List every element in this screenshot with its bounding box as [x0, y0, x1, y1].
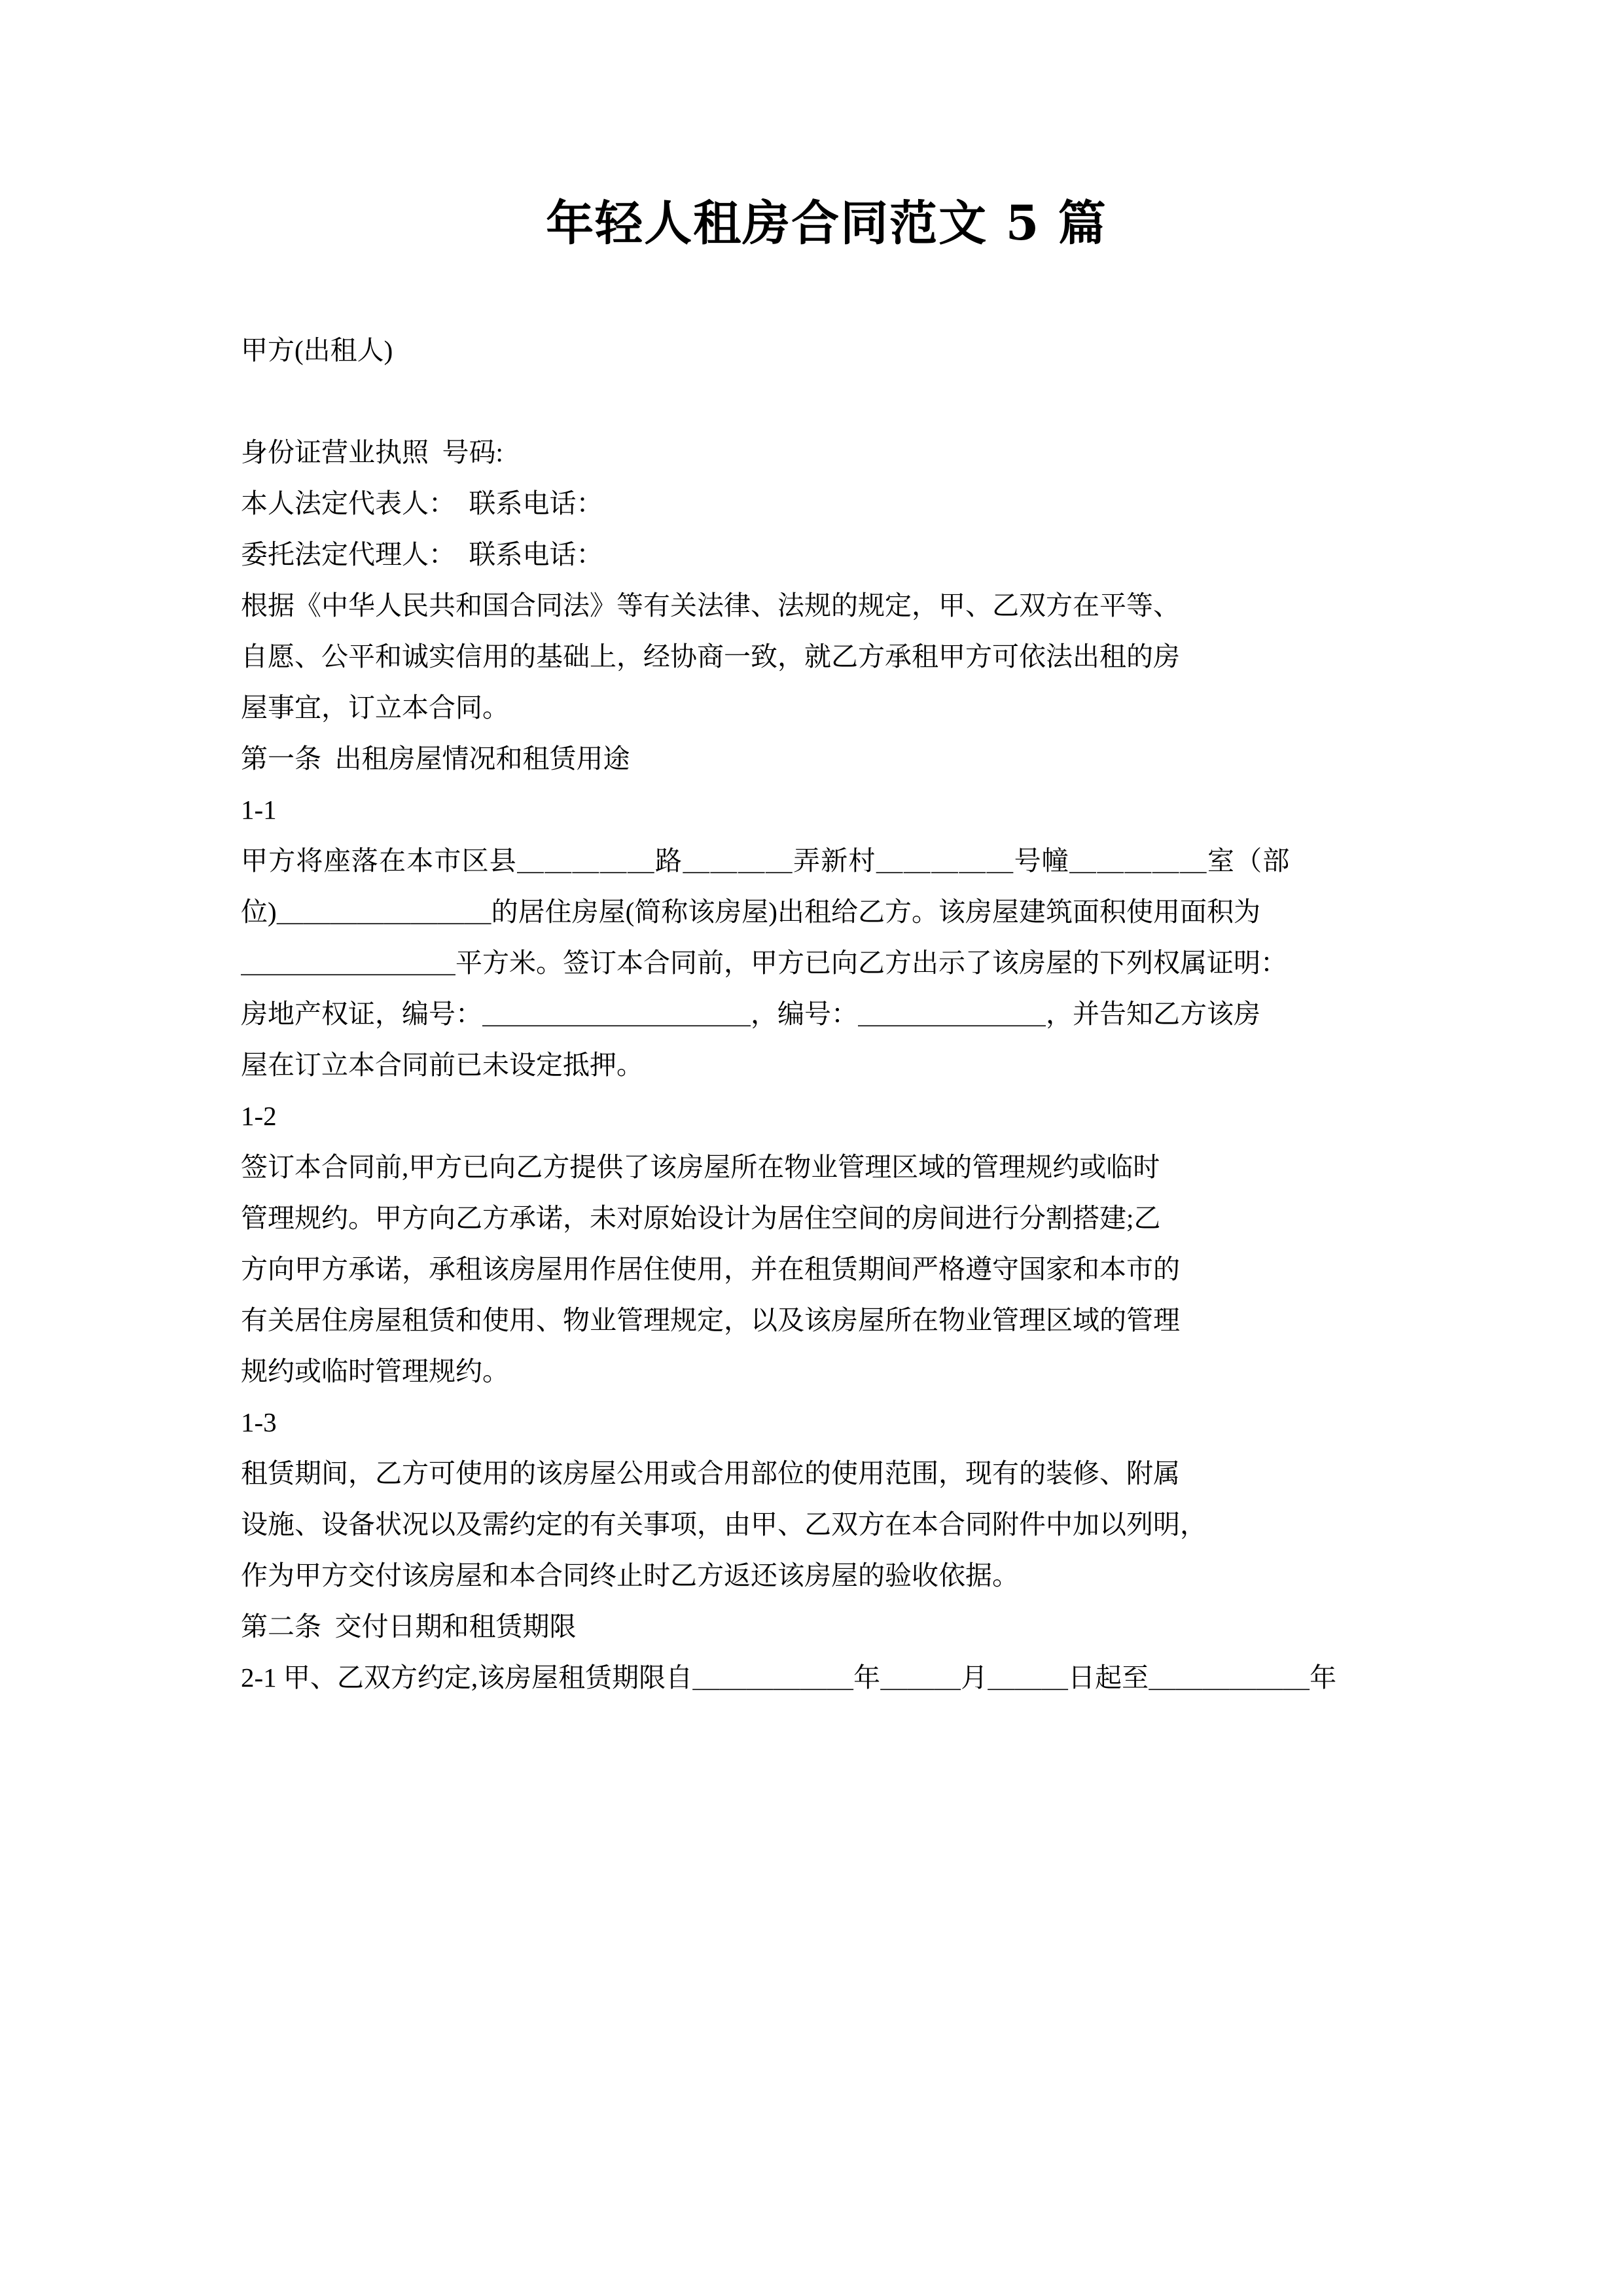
clause-1-2-line-3: 方向甲方承诺，承租该房屋用作居住使用，并在租赁期间严格遵守国家和本市的 — [241, 1253, 1180, 1284]
clause-1-1-line-3: ＿＿＿＿＿＿＿＿平方米。签订本合同前，甲方已向乙方出示了该房屋的下列权属证明： — [241, 947, 1287, 978]
page-title: 年轻人租房合同范文 5 篇 — [546, 195, 1107, 251]
article-2-heading: 第二条 交付日期和租赁期限 — [241, 1611, 577, 1641]
clause-1-1-line-1: 甲方将座落在本市区县＿＿＿＿＿路＿＿＿＿弄新村＿＿＿＿＿号幢＿＿＿＿＿室（部 — [241, 845, 1291, 876]
clause-1-1-line-2: 位)＿＿＿＿＿＿＿＿的居住房屋(简称该房屋)出租给乙方。该房屋建筑面积使用面积为 — [241, 896, 1260, 927]
clause-1-3-line-3: 作为甲方交付该房屋和本合同终止时乙方返还该房屋的验收依据。 — [241, 1560, 1019, 1590]
preamble-line-2: 自愿、公平和诚实信用的基础上，经协商一致，就乙方承租甲方可依法出租的房 — [241, 641, 1180, 672]
clause-1-2-number: 1-2 — [241, 1100, 277, 1131]
clause-1-1-line-5: 屋在订立本合同前已未设定抵押。 — [241, 1049, 643, 1080]
field-id-license-number: 身份证营业执照 号码: — [241, 437, 503, 467]
document-body — [241, 0, 1412, 1703]
preamble-line-1: 根据《中华人民共和国合同法》等有关法律、法规的规定，甲、乙双方在平等、 — [241, 590, 1180, 620]
field-authorized-agent: 委托法定代理人： 联系电话： — [241, 539, 603, 569]
clause-1-2-line-4: 有关居住房屋租赁和使用、物业管理规定，以及该房屋所在物业管理区域的管理 — [241, 1304, 1180, 1335]
clause-1-2-line-2: 管理规约。甲方向乙方承诺，未对原始设计为居住空间的房间进行分割搭建;乙 — [241, 1202, 1161, 1233]
section-gap — [241, 376, 1412, 427]
title-spacer — [241, 251, 1412, 325]
clause-1-2-line-1: 签订本合同前,甲方已向乙方提供了该房屋所在物业管理区域的管理规约或临时 — [241, 1151, 1160, 1182]
clause-2-1-line-1: 2-1 甲、乙双方约定,该房屋租赁期限自＿＿＿＿＿＿年＿＿＿月＿＿＿日起至＿＿＿＿＿＿年 — [241, 1662, 1337, 1693]
clause-1-3-line-2: 设施、设备状况以及需约定的有关事项，由甲、乙双方在本合同附件中加以列明， — [241, 1509, 1207, 1539]
field-legal-representative: 本人法定代表人： 联系电话： — [241, 488, 603, 518]
article-1-heading: 第一条 出租房屋情况和租赁用途 — [241, 743, 630, 774]
clause-1-1-line-4: 房地产权证，编号：＿＿＿＿＿＿＿＿＿＿，编号：＿＿＿＿＿＿＿，并告知乙方该房 — [241, 998, 1260, 1029]
clause-1-3-number: 1-3 — [241, 1407, 277, 1437]
clause-1-2-line-5: 规约或临时管理规约。 — [241, 1355, 509, 1386]
clause-1-1-number: 1-1 — [241, 794, 277, 825]
clause-1-3-line-1: 租赁期间，乙方可使用的该房屋公用或合用部位的使用范围，现有的装修、附属 — [241, 1458, 1180, 1488]
preamble-line-3: 屋事宜，订立本合同。 — [241, 692, 509, 723]
party-a-heading: 甲方(出租人) — [241, 334, 393, 365]
